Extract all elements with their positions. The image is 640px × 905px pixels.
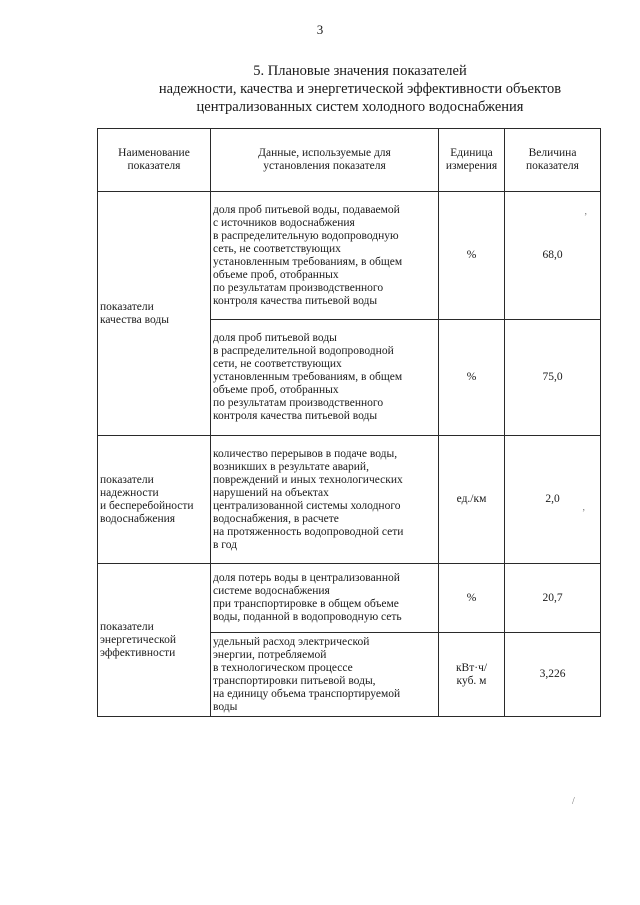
unit-line: ед./км (456, 493, 487, 505)
description-line: по результатам производственного (213, 397, 384, 409)
group-label-line: показатели (100, 473, 154, 486)
description-line: системе водоснабжения (213, 585, 330, 597)
unit-line: куб. м (456, 674, 487, 687)
row-value: 3,226 (505, 633, 601, 717)
row-unit (439, 192, 505, 320)
row-value: 20,7 (505, 564, 601, 633)
description-line: энергии, потребляемой (213, 648, 327, 661)
pen-mark: ’ (584, 212, 588, 223)
header-unit-line: измерения (445, 160, 498, 172)
table-row (98, 436, 601, 564)
description-line: контроля качества питьевой воды (213, 294, 378, 307)
row-value: 2,0 (505, 436, 601, 564)
description-line: установленным требованиям, в общем (213, 255, 403, 268)
row-description (211, 633, 439, 717)
description-line: возникших в результате аварий, (213, 460, 369, 473)
unit-line: % (466, 591, 477, 604)
header-data-line: Данные, используемые для (258, 147, 391, 159)
row-unit (439, 564, 505, 633)
group-label-line: показатели (100, 300, 154, 313)
group-label-line: показатели (100, 620, 154, 633)
row-unit (439, 633, 505, 717)
header-data (211, 129, 439, 192)
table-row (98, 192, 601, 320)
description-line: в технологическом процессе (213, 661, 353, 674)
row-value: 68,0 (505, 192, 601, 320)
description-line: по результатам производственного (213, 281, 384, 294)
group-label-line: и бесперебойности (100, 499, 194, 512)
description-line: контроля качества питьевой воды (213, 410, 378, 422)
description-line: доля проб питьевой воды (213, 332, 337, 344)
description-line: на протяженность водопроводной сети (213, 525, 404, 538)
description-line: в год (213, 538, 238, 551)
description-line: сети, не соответствующих (213, 358, 342, 370)
header-value-line: показателя (526, 160, 579, 172)
row-description (211, 320, 439, 436)
row-value: 75,0 (505, 320, 601, 436)
description-line: объеме проб, отобранных (213, 384, 339, 396)
row-description (211, 192, 439, 320)
description-line: на единицу объема транспортируемой (213, 687, 401, 700)
description-line: нарушений на объектах (213, 486, 329, 499)
header-name-line: Наименование (118, 147, 190, 159)
description-line: доля проб питьевой воды, подаваемой (213, 203, 400, 216)
description-line: доля потерь воды в централизованной (213, 572, 400, 584)
header-unit (439, 129, 505, 192)
description-line: при транспортировке в общем объеме (213, 598, 399, 610)
pen-mark: ’ (582, 508, 586, 519)
description-line: повреждений и иных технологических (213, 473, 403, 486)
description-line: удельный расход электрической (213, 635, 370, 648)
pen-mark: / (572, 796, 575, 807)
header-data-line: установления показателя (263, 160, 386, 172)
row-unit (439, 320, 505, 436)
description-line: с источников водоснабжения (213, 216, 355, 229)
description-line: воды, поданной в водопроводную сеть (213, 611, 402, 623)
description-line: водоснабжения, в расчете (213, 512, 339, 525)
unit-line: % (466, 371, 477, 383)
header-name (98, 129, 211, 192)
title-line-2: надежности, качества и энергетической эффективности объектов (158, 81, 562, 97)
description-line: в распределительную водопроводную (213, 229, 399, 242)
description-line: централизованной системы холодного (213, 499, 401, 512)
header-value (505, 129, 601, 192)
description-line: установленным требованиям, в общем (213, 371, 403, 383)
table-header (98, 129, 601, 192)
group-label-line: качества воды (100, 313, 169, 326)
indicators-table (97, 128, 601, 717)
title-line-1: 5. Плановые значения показателей (253, 63, 467, 79)
group-label-line: надежности (100, 486, 159, 499)
row-description (211, 564, 439, 633)
unit-line: кВт·ч/ (455, 661, 488, 674)
unit-line: % (466, 249, 477, 261)
description-line: количество перерывов в подаче воды, (213, 447, 398, 460)
group-label-line: энергетической (100, 633, 176, 646)
description-line: в распределительной водопроводной (213, 345, 394, 357)
header-unit-line: Единица (450, 147, 493, 159)
row-unit (439, 436, 505, 564)
group-label-line: водоснабжения (100, 512, 176, 525)
description-line: сеть, не соответствующих (213, 242, 341, 255)
header-name-line: показателя (127, 160, 181, 172)
row-description (211, 436, 439, 564)
title-line-3: централизованных систем холодного водоснабжения (196, 99, 524, 115)
description-line: объеме проб, отобранных (213, 268, 339, 281)
group-energy (98, 564, 211, 717)
description-line: транспортировки питьевой воды, (213, 674, 376, 687)
group-quality (98, 192, 211, 436)
page-number: 3 (316, 22, 324, 37)
header-value-line: Величина (528, 147, 577, 159)
group-reliability (98, 436, 211, 564)
page-title (60, 62, 640, 116)
description-line: воды (213, 700, 238, 713)
table-row (98, 564, 601, 633)
group-label-line: эффективности (100, 646, 176, 659)
